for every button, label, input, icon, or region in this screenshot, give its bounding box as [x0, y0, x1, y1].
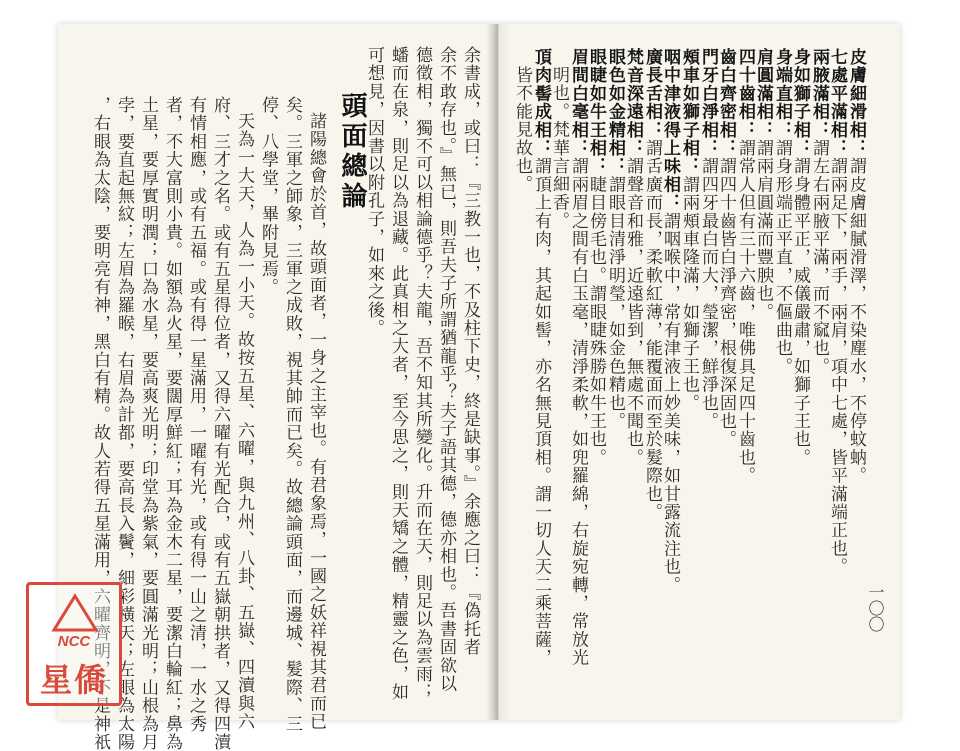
entry-term: 咽中津液得上味相：	[660, 48, 680, 212]
body-column: 者，不大富則小貴。如額為火星，要闊厚鮮紅；耳為金木二星，要潔白輪紅；鼻為	[162, 96, 182, 751]
entry-text: 睫目傍毛也。謂眼睫殊勝如牛王也。	[586, 175, 606, 467]
entry-text: 謂舌廣而長，柔軟紅薄，能覆面而至於髮際也。	[642, 139, 662, 522]
entry-text: 謂身形端正平直，不傴曲也。	[772, 139, 792, 376]
intro-column: 可想見，因書以附孔子，如來之後。	[364, 46, 384, 338]
entry-text: 謂眼目清淨明瑩，如金色精也。	[605, 175, 625, 431]
entry-term: 眉間白毫相：	[568, 48, 588, 158]
entry-column	[605, 48, 625, 430]
entry-text: 謂常人但有三十六齒，唯佛具足四十齒也。	[735, 139, 755, 485]
intro-column: 蟠而在泉，則足以為退藏。此真相之大者，至今思之，則天矯之體，精靈之色，如	[388, 46, 408, 702]
entry-term: 眼睫如牛王相：	[586, 48, 606, 176]
body-column: 天為一大天，人為一小天。故按五星、六曜，與九州、八卦、五嶽、四瀆與六	[234, 112, 254, 731]
entry-term: 四十齒相：	[735, 48, 755, 139]
entry-term: 齒白齊密相：	[716, 48, 736, 158]
entry-term: 眼色如金精相：	[605, 48, 625, 176]
entry-text: 謂頂上有肉，其起如髻，亦名無見頂相。謂一切人天二乘菩薩，	[531, 157, 551, 667]
entry-term: 門牙白淨相：	[698, 48, 718, 158]
section-title: 頭面總論	[337, 92, 367, 212]
entry-column	[809, 48, 829, 376]
entry-text: 謂兩眉之間有白玉毫，清淨柔軟，如兜羅綿，右旋宛轉，常放光	[568, 157, 588, 667]
body-column: ，右眼為太陰，要明亮有神，黑白有精。故人若得五星滿用，六曜齊明，不是神祇	[90, 96, 110, 751]
logo-brand: NCC	[57, 633, 91, 650]
entry-column	[568, 48, 588, 667]
body-column: 矣。三軍之師象，三軍之成敗，視其帥而已矣。故總論頭面，而邊城、髮際、三	[282, 96, 302, 733]
entry-term: 廣長舌相：	[642, 48, 662, 139]
entry-text: 謂聲音和雅，近遠皆到，無處不聞也。	[623, 157, 643, 467]
entry-term: 兩腋滿相：	[809, 48, 829, 139]
entry-term: 身如獅子相：	[790, 48, 810, 158]
entry-column	[753, 48, 773, 321]
entry-column	[735, 48, 755, 485]
entry-text: 謂身體平正，威儀嚴肅，如獅子王也。	[790, 157, 810, 467]
entry-column	[772, 48, 792, 376]
entry-column	[623, 48, 643, 467]
intro-column: 余不敢存也。』無已，則吾夫子所謂猶龍乎？夫子語其德，德亦相也。吾書固欲以	[436, 46, 456, 693]
body-column: 停、八學堂，畢附見焉。	[258, 96, 278, 297]
entry-term: 七處平滿相：	[827, 48, 847, 158]
body-column: 孛，要直起無紋；左眉為羅睺，右眉為計都，要高長入鬢，細彩橫天；左眼為太陽	[114, 96, 134, 751]
entry-column	[679, 48, 699, 412]
entry-term: 梵音深遠相：	[623, 48, 643, 158]
body-column: 諸陽總會於首，故頭面者，一身之主宰也。有君象焉，一國之妖祥視其君而已	[306, 112, 326, 731]
entry-term: 肩圓滿相：	[753, 48, 773, 139]
entry-text: 謂左右兩腋平滿，而不窳也。	[809, 139, 829, 376]
book-gutter	[486, 24, 510, 720]
watermark-logo	[26, 582, 122, 706]
entry-column	[846, 48, 866, 485]
entry-column	[512, 66, 532, 193]
entry-text: 謂四十齒皆白淨齊密，根復深固也。	[716, 157, 736, 449]
entry-text: 謂咽喉中，常有津液上妙美味，如甘露流注也。	[660, 211, 680, 595]
triangle-logo-icon	[51, 593, 99, 633]
entry-text: 謂兩頰車隆滿，如獅子王也。	[679, 175, 699, 413]
entry-text: 謂兩肩圓滿而豐腴也。	[753, 139, 773, 321]
intro-column: 余書成，或曰：『三教一也，不及柱下史，終是缺事。』余應之曰：『偽托者	[460, 46, 480, 657]
entry-column	[716, 48, 736, 448]
entry-term: 頂肉髻成相：	[531, 48, 551, 158]
entry-text: 謂皮膚細膩滑澤，不染塵水，不停蚊蚋。	[846, 157, 866, 485]
entry-column	[531, 48, 551, 667]
entry-term: 身端直相：	[772, 48, 792, 139]
entry-text: 謂兩足下，兩手，兩肩，項中七處，皆平滿端正也。	[827, 157, 847, 576]
intro-column: 德徵相，獨不可以相論德乎？夫龍，吾不知其所變化。升而在天，則足以為雲雨；	[412, 46, 432, 702]
body-column: 土星，要厚實明潤；口為水星，要高爽光明；印堂為紫氣，要圓滿光明；山根為月	[138, 96, 158, 751]
entry-column	[586, 48, 606, 467]
body-column: 府、三才之名。或有五星得位者，又得六曜有光配合，或有五嶽朝拱者，又得四瀆	[210, 96, 230, 751]
body-column: 有情相應，或有五福。或有得一星滿用，一曜有光，或有得一山之清，一水之秀	[186, 96, 206, 733]
entry-text: 皆不能見故也。	[512, 66, 532, 194]
entry-column	[827, 48, 847, 576]
page-number: 一〇〇	[866, 584, 885, 632]
entry-column	[790, 48, 810, 467]
entry-column	[549, 66, 569, 230]
entry-term: 頰車如獅子相：	[679, 48, 699, 176]
entry-column	[660, 48, 680, 594]
entry-column	[642, 48, 662, 521]
entry-text: 謂四牙最白而大，瑩潔，鮮淨也。	[698, 157, 718, 431]
entry-column	[698, 48, 718, 430]
logo-name: 星僑	[39, 661, 108, 699]
entry-text: 明也。梵華言細香。	[549, 66, 569, 230]
entry-term: 皮膚細滑相：	[846, 48, 866, 158]
